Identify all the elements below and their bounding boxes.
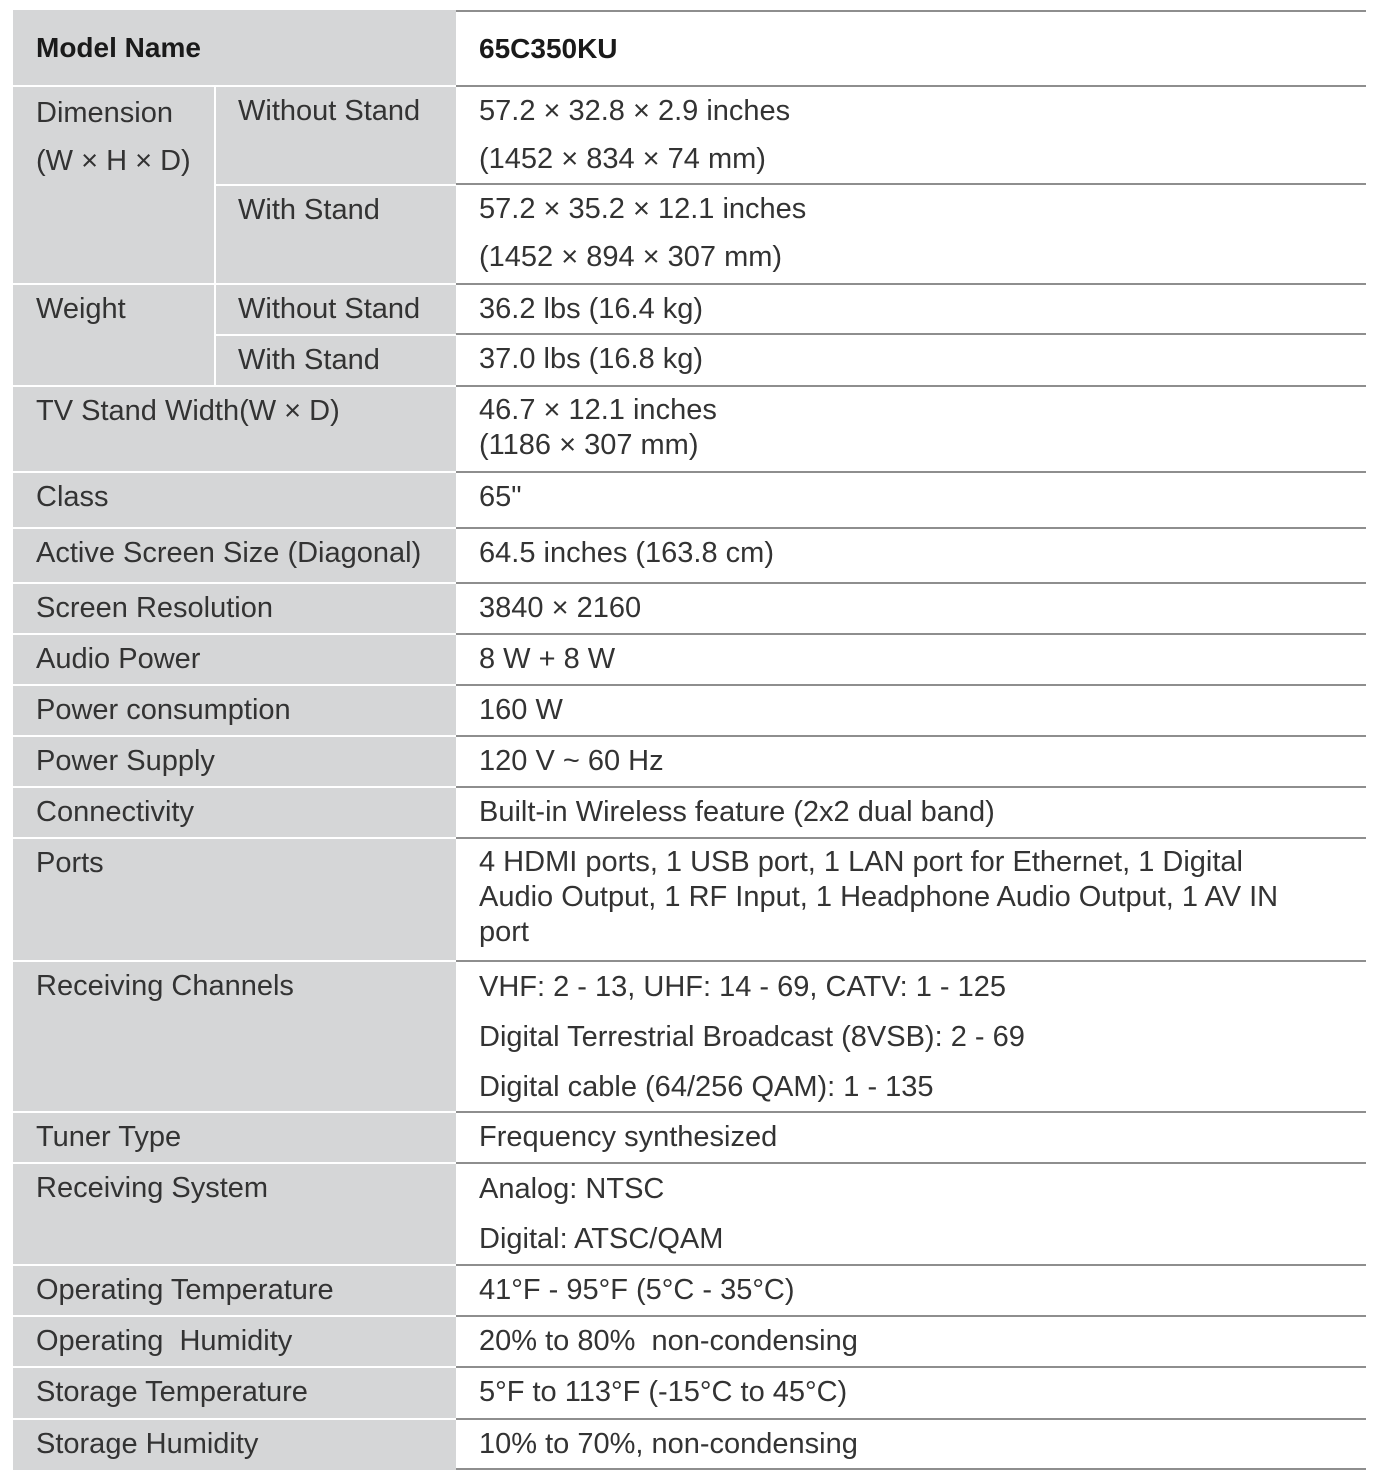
model-name-value: 65C350KU bbox=[479, 32, 618, 64]
spec-value: 4 HDMI ports, 1 USB port, 1 LAN port for Ethernet, 1 Digital bbox=[479, 846, 1243, 878]
spec-label: Storage Humidity bbox=[36, 1428, 259, 1460]
spec-value: Digital cable (64/256 QAM): 1 - 135 bbox=[479, 1071, 934, 1103]
weight-with-stand-value: 37.0 lbs (16.8 kg) bbox=[479, 343, 704, 375]
row-class bbox=[13, 471, 1366, 527]
row-screen-resolution bbox=[13, 582, 1366, 633]
weight-label: Weight bbox=[36, 293, 126, 325]
table-bottom-border bbox=[456, 1468, 1366, 1470]
spec-label: TV Stand Width(W × D) bbox=[36, 395, 340, 427]
spec-label: Audio Power bbox=[36, 643, 201, 675]
row-audio-power bbox=[13, 633, 1366, 684]
row-weight bbox=[13, 283, 1366, 385]
spec-label: Operating Humidity bbox=[36, 1325, 293, 1357]
spec-label: Storage Temperature bbox=[36, 1376, 308, 1408]
row-tv-stand-width bbox=[13, 385, 1366, 471]
weight-with-stand-label: With Stand bbox=[238, 344, 380, 376]
dimension-with-stand-label: With Stand bbox=[238, 194, 380, 226]
spec-table bbox=[13, 10, 1366, 1470]
row-receiving-channels bbox=[13, 960, 1366, 1111]
dimension-without-stand-inches: 57.2 × 32.8 × 2.9 inches bbox=[479, 95, 791, 127]
dimension-without-stand-mm: (1452 × 834 × 74 mm) bbox=[479, 143, 766, 175]
row-tuner-type bbox=[13, 1111, 1366, 1162]
dimension-label-unit: (W × H × D) bbox=[36, 145, 191, 177]
spec-label: Screen Resolution bbox=[36, 592, 273, 624]
row-active-screen-size bbox=[13, 527, 1366, 582]
row-storage-temperature bbox=[13, 1366, 1366, 1418]
row-ports bbox=[13, 837, 1366, 960]
spec-value: (1186 × 307 mm) bbox=[479, 429, 699, 461]
dimension-without-stand-label: Without Stand bbox=[238, 95, 421, 127]
spec-label: Active Screen Size (Diagonal) bbox=[36, 537, 422, 569]
row-dimension bbox=[13, 85, 1366, 283]
weight-without-stand-value: 36.2 lbs (16.4 kg) bbox=[479, 293, 704, 325]
spec-value: 46.7 × 12.1 inches bbox=[479, 394, 717, 426]
spec-value: 41°F - 95°F (5°C - 35°C) bbox=[479, 1274, 795, 1306]
spec-label: Connectivity bbox=[36, 796, 194, 828]
spec-value: Analog: NTSC bbox=[479, 1173, 665, 1205]
spec-value: Audio Output, 1 RF Input, 1 Headphone Audio Output, 1 AV IN bbox=[479, 881, 1279, 913]
spec-label: Ports bbox=[36, 847, 104, 879]
spec-value: VHF: 2 - 13, UHF: 14 - 69, CATV: 1 - 125 bbox=[479, 971, 1007, 1003]
spec-value: Frequency synthesized bbox=[479, 1121, 778, 1153]
row-power-supply bbox=[13, 735, 1366, 786]
spec-label: Class bbox=[36, 481, 109, 513]
model-name-label: Model Name bbox=[36, 31, 201, 63]
spec-label: Receiving Channels bbox=[36, 970, 294, 1002]
spec-value: Digital Terrestrial Broadcast (8VSB): 2 - 69 bbox=[479, 1021, 1025, 1053]
spec-value: 160 W bbox=[479, 694, 563, 726]
row-model-name bbox=[13, 10, 1366, 85]
row-operating-temperature bbox=[13, 1264, 1366, 1315]
dimension-with-stand-inches: 57.2 × 35.2 × 12.1 inches bbox=[479, 193, 807, 225]
row-storage-humidity bbox=[13, 1418, 1366, 1470]
spec-value: 20% to 80% non-condensing bbox=[479, 1325, 858, 1357]
spec-value: Built-in Wireless feature (2x2 dual band) bbox=[479, 796, 995, 828]
spec-label: Receiving System bbox=[36, 1172, 269, 1204]
spec-value: 65" bbox=[479, 481, 522, 513]
spec-value: Digital: ATSC/QAM bbox=[479, 1223, 724, 1255]
spec-value: 3840 × 2160 bbox=[479, 592, 642, 624]
row-receiving-system bbox=[13, 1162, 1366, 1264]
spec-value: 5°F to 113°F (-15°C to 45°C) bbox=[479, 1376, 848, 1408]
spec-label: Power consumption bbox=[36, 694, 291, 726]
spec-value: 64.5 inches (163.8 cm) bbox=[479, 537, 774, 569]
row-power-consumption bbox=[13, 684, 1366, 735]
row-operating-humidity bbox=[13, 1315, 1366, 1366]
spec-label: Tuner Type bbox=[36, 1121, 182, 1153]
dimension-label: Dimension bbox=[36, 97, 173, 129]
spec-value: 120 V ~ 60 Hz bbox=[479, 745, 664, 777]
spec-label: Operating Temperature bbox=[36, 1274, 334, 1306]
weight-without-stand-label: Without Stand bbox=[238, 293, 421, 325]
spec-value: 8 W + 8 W bbox=[479, 643, 616, 675]
spec-value: port bbox=[479, 916, 529, 948]
spec-value: 10% to 70%, non-condensing bbox=[479, 1428, 858, 1460]
dimension-with-stand-mm: (1452 × 894 × 307 mm) bbox=[479, 241, 783, 273]
spec-label: Power Supply bbox=[36, 745, 215, 777]
row-connectivity bbox=[13, 786, 1366, 837]
